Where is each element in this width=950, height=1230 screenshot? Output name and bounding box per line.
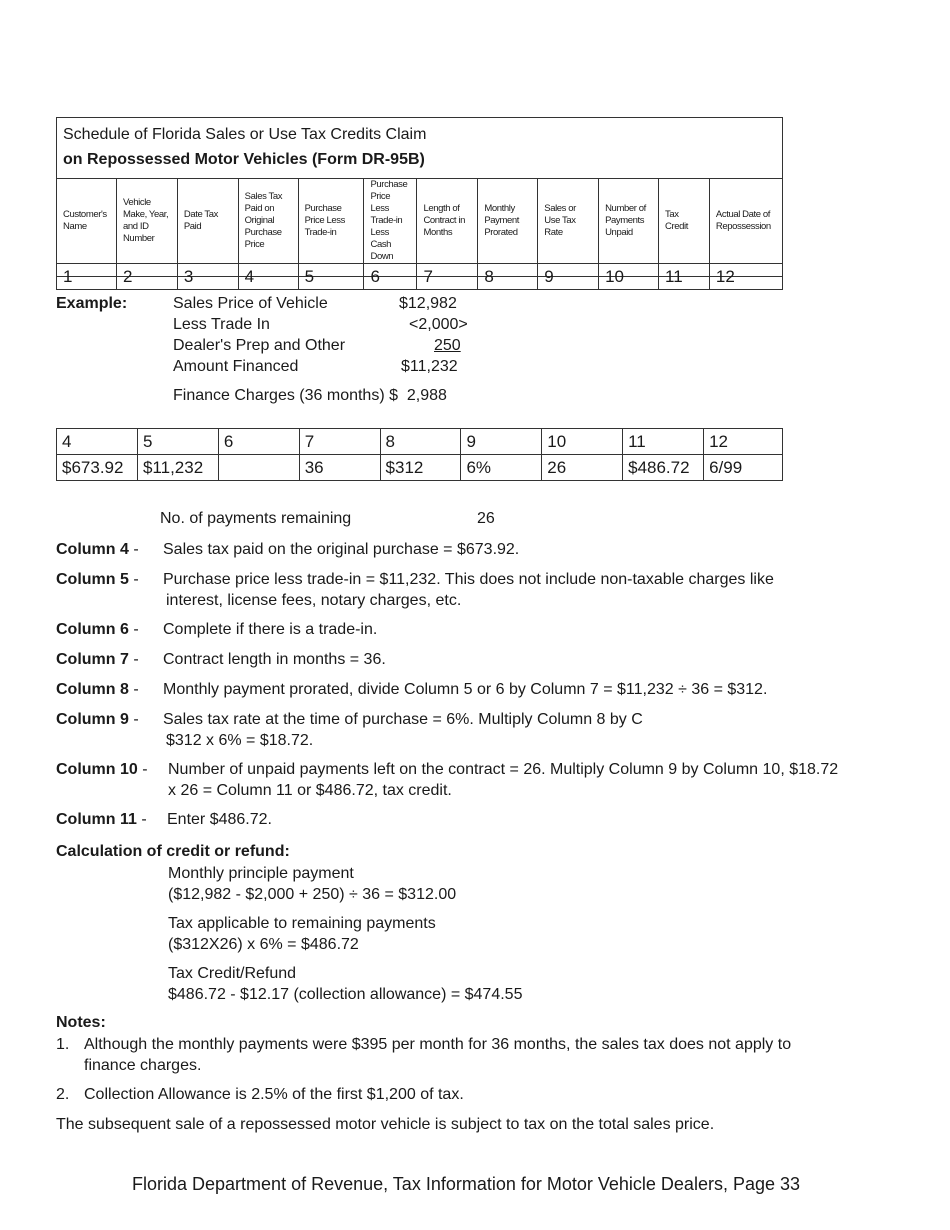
column-header: Sales or Use Tax Rate [538,179,599,264]
column-note-text: Monthly payment prorated, divide Column 5 or 6 by Column 7 = $11,232 ÷ 36 = $312. [163,681,768,698]
note-number: 2. [56,1086,70,1103]
column-header: Sales Tax Paid on Original Purchase Price [238,179,298,264]
column-note-name: Column 5 [56,571,129,588]
column-note-text: interest, license fees, notary charges, etc. [166,592,462,609]
calculation-heading: Calculation of credit or refund: [56,843,290,860]
example-cell: 6/99 [704,455,783,481]
column-note: Column 7 - [56,651,139,668]
column-number: 2 [116,264,177,290]
column-header: Purchase Price Less Trade-in [298,179,364,264]
calculation-line: $486.72 - $12.17 (collection allowance) = $474.55 [168,986,523,1003]
column-header: Number of Payments Unpaid [599,179,659,264]
column-header: Monthly Payment Prorated [478,179,538,264]
column-number: 9 [538,264,599,290]
column-header: Customer's Name [57,179,117,264]
column-note-text: Complete if there is a trade-in. [163,621,378,638]
example-row-label: Amount Financed [173,358,299,375]
example-row-value: <2,000> [409,316,468,333]
example-col-header: 11 [623,429,704,455]
column-number: 8 [478,264,538,290]
example-col-header: 12 [704,429,783,455]
example-cell [218,455,299,481]
column-note-name: Column 6 [56,621,129,638]
column-number: 6 [364,264,417,290]
example-col-header: 6 [218,429,299,455]
finance-charges: Finance Charges (36 months) $ 2,988 [173,387,447,404]
example-table [56,428,783,481]
column-note: Column 6 - [56,621,139,638]
page-footer: Florida Department of Revenue, Tax Information for Motor Vehicle Dealers, Page 33 [132,1174,801,1194]
example-row-label: Less Trade In [173,316,270,333]
column-note-name: Column 10 [56,761,138,778]
example-cell: $673.92 [57,455,138,481]
note-text: finance charges. [84,1057,202,1074]
column-number: 10 [599,264,659,290]
calculation-line: ($312X26) x 6% = $486.72 [168,936,359,953]
example-row-label: Dealer's Prep and Other [173,337,346,354]
schedule-subtitle: on Repossessed Motor Vehicles (Form DR-95B) [63,151,425,168]
column-header: Actual Date of Repossession [709,179,782,264]
calculation-line: ($12,982 - $2,000 + 250) ÷ 36 = $312.00 [168,886,457,903]
example-col-header: 7 [299,429,380,455]
example-cell: 36 [299,455,380,481]
schedule-title: Schedule of Florida Sales or Use Tax Credits Claim [63,126,427,143]
calculation-line: Tax applicable to remaining payments [168,915,436,932]
example-cell: $312 [380,455,461,481]
column-number: 5 [298,264,364,290]
column-header: Date Tax Paid [177,179,238,264]
example-col-header: 8 [380,429,461,455]
example-row-value: $12,982 [399,295,457,312]
example-cell: $486.72 [623,455,704,481]
column-header: Purchase Price Less Trade-in Less Cash Down [364,179,417,264]
column-note-name: Column 7 [56,651,129,668]
column-header: Tax Credit [659,179,710,264]
column-note-text: Number of unpaid payments left on the contract = 26. Multiply Column 9 by Column 10, $18.72 [168,761,839,778]
example-cell: $11,232 [137,455,218,481]
column-note-text: Sales tax paid on the original purchase = $673.92. [163,541,520,558]
example-cell: 6% [461,455,542,481]
notes-heading: Notes: [56,1014,106,1031]
column-header: Length of Contract in Months [417,179,478,264]
column-note-text: Purchase price less trade-in = $11,232. This does not include non-taxable charges like [163,571,774,588]
example-col-header: 10 [542,429,623,455]
column-note-text: $312 x 6% = $18.72. [166,732,314,749]
column-note-name: Column 4 [56,541,129,558]
column-note: Column 11 - [56,811,147,828]
column-note-name: Column 11 [56,811,137,828]
column-note: Column 5 - [56,571,139,588]
column-note: Column 4 - [56,541,139,558]
column-number: 11 [659,264,710,290]
note-text: Although the monthly payments were $395 per month for 36 months, the sales tax does not apply to [84,1036,792,1053]
column-note-text: x 26 = Column 11 or $486.72, tax credit. [168,782,452,799]
column-note-text: Enter $486.72. [167,811,272,828]
example-row-label: Sales Price of Vehicle [173,295,328,312]
example-row-value: $11,232 [401,358,458,375]
example-col-header: 9 [461,429,542,455]
column-note: Column 8 - [56,681,139,698]
column-number: 12 [709,264,782,290]
column-number: 1 [57,264,117,290]
example-col-header: 5 [137,429,218,455]
note-number: 1. [56,1036,70,1053]
calculation-line: Tax Credit/Refund [168,965,297,982]
column-header: Vehicle Make, Year, and ID Number [116,179,177,264]
column-note: Column 10 - [56,761,148,778]
column-note-text: Contract length in months = 36. [163,651,386,668]
schedule-table [56,117,783,286]
column-note-name: Column 9 [56,711,129,728]
note-text: Collection Allowance is 2.5% of the first $1,200 of tax. [84,1086,464,1103]
column-note-text: Sales tax rate at the time of purchase = 6%. Multiply Column 8 by C [163,711,643,728]
example-label: Example: [56,295,128,312]
example-col-header: 4 [57,429,138,455]
column-number: 3 [177,264,238,290]
example-cell: 26 [542,455,623,481]
example-row-value: 250 [434,337,461,354]
payments-remaining-label: No. of payments remaining [160,510,352,527]
column-note: Column 9 - [56,711,139,728]
notes-closing: The subsequent sale of a repossessed motor vehicle is subject to tax on the total sales price. [56,1116,715,1133]
column-note-name: Column 8 [56,681,129,698]
calculation-line: Monthly principle payment [168,865,354,882]
column-number: 7 [417,264,478,290]
payments-remaining-value: 26 [477,510,495,527]
column-number: 4 [238,264,298,290]
